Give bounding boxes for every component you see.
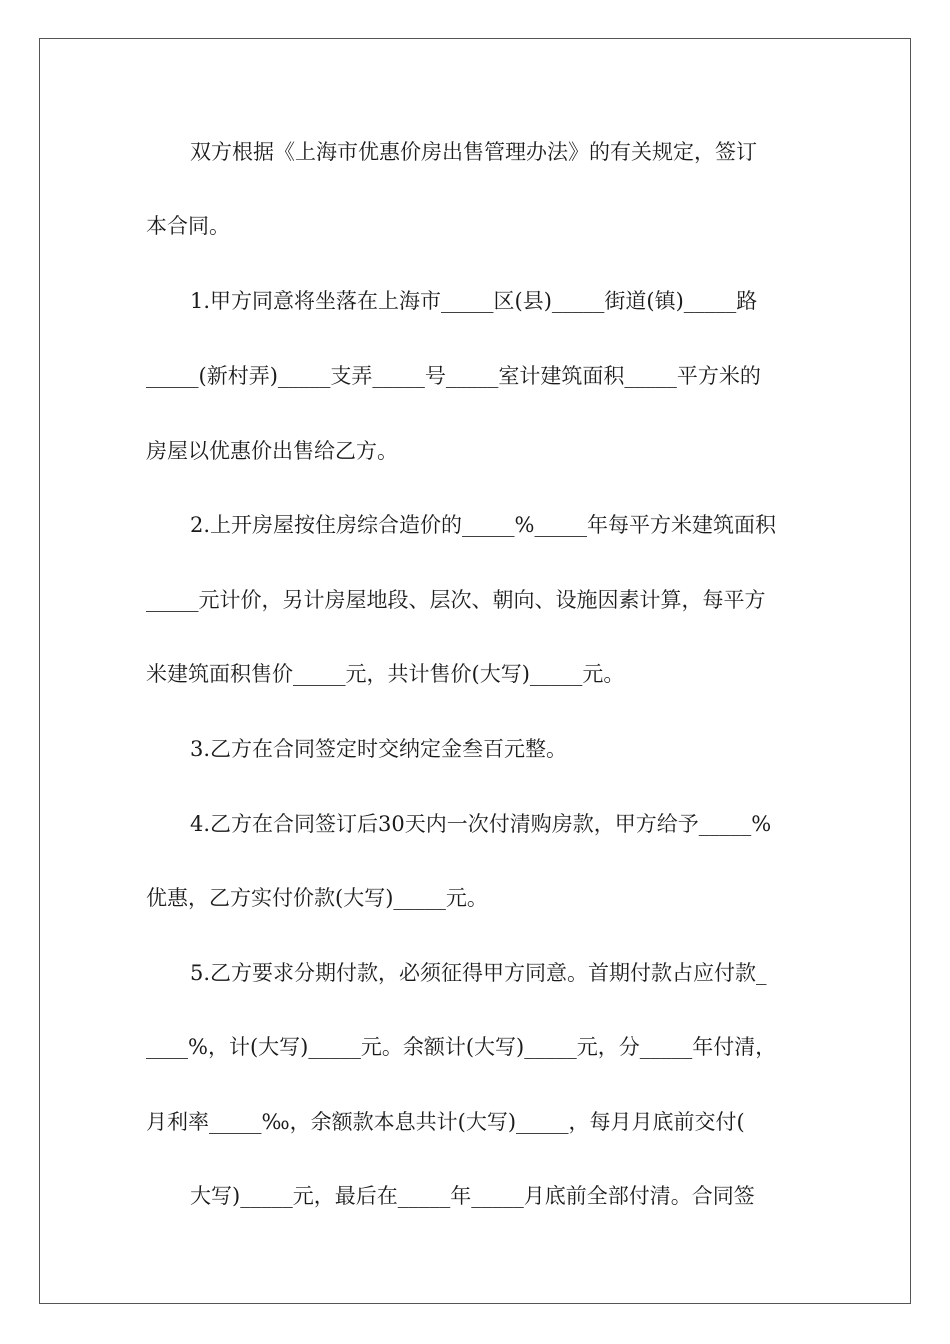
- text-line-clause-3: 3.乙方在合同签定时交纳定金叁百元整。: [190, 737, 568, 761]
- text-line-clause-5-c: 月利率_____‰，余额款本息共计(大写)_____，每月月底前交付(: [146, 1110, 745, 1134]
- text-line-clause-2-b: _____元计价，另计房屋地段、层次、朝向、设施因素计算，每平方: [146, 588, 766, 612]
- text-line-clause-5-d: 大写)_____元，最后在_____年_____月底前全部付清。合同签: [190, 1184, 755, 1208]
- text-line-clause-2-c: 米建筑面积售价_____元，共计售价(大写)_____元。: [146, 662, 625, 686]
- text-line-clause-1-c: 房屋以优惠价出售给乙方。: [146, 439, 398, 463]
- text-line-clause-1-b: _____(新村弄)_____支弄_____号_____室计建筑面积_____平方米的: [146, 364, 761, 388]
- text-line-clause-4-a: 4.乙方在合同签订后30天内一次付清购房款，甲方给予_____%: [190, 812, 772, 836]
- text-line-intro-2: 本合同。: [146, 214, 230, 238]
- text-line-clause-4-b: 优惠，乙方实付价款(大写)_____元。: [146, 886, 488, 910]
- text-line-clause-5-a: 5.乙方要求分期付款，必须征得甲方同意。首期付款占应付款_: [190, 961, 767, 985]
- text-line-clause-2-a: 2.上开房屋按住房综合造价的_____%_____年每平方米建筑面积: [190, 513, 776, 537]
- text-line-intro-1: 双方根据《上海市优惠价房出售管理办法》的有关规定，签订: [190, 140, 757, 164]
- text-line-clause-5-b: ____%，计(大写)_____元。余额计(大写)_____元，分_____年付清，: [146, 1035, 777, 1059]
- text-line-clause-1-a: 1.甲方同意将坐落在上海市_____区(县)_____街道(镇)_____路: [190, 289, 758, 313]
